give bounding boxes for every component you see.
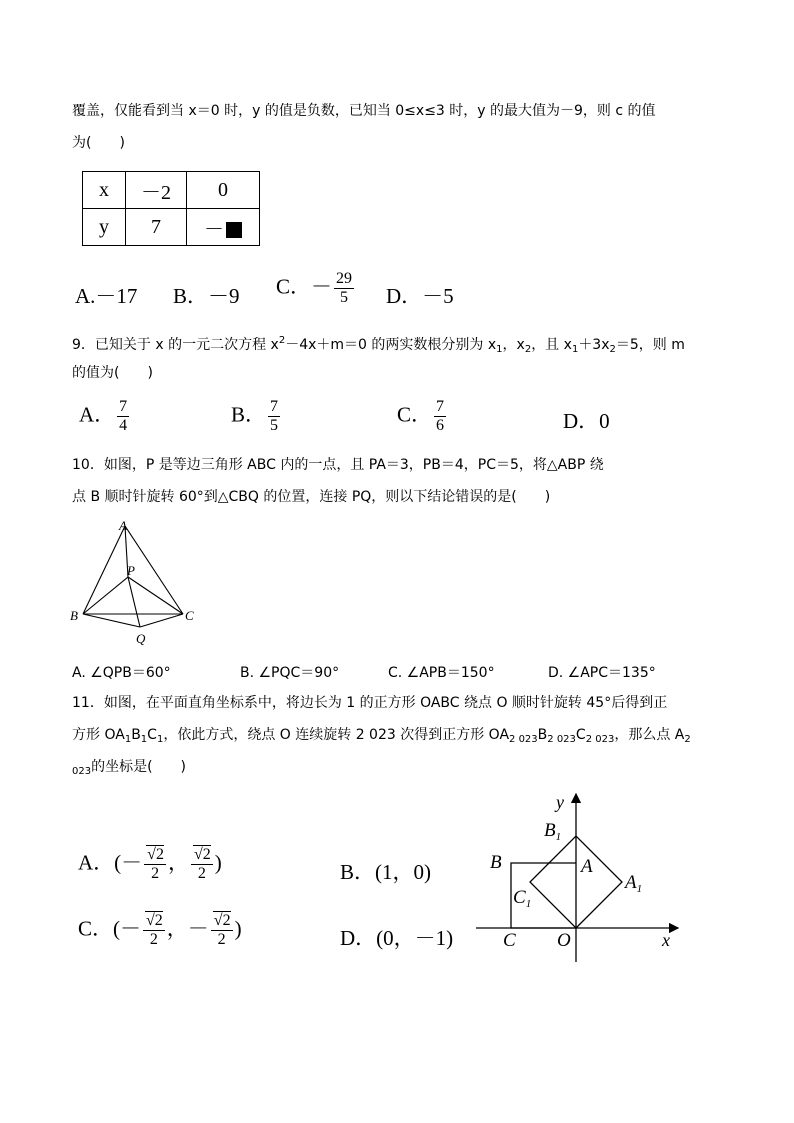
table-cell: y (83, 209, 126, 246)
label-y: y (556, 792, 564, 812)
q8-option-b: B．－9 (173, 284, 240, 308)
segment-pb (83, 577, 128, 614)
label-b: B (70, 608, 78, 623)
q8-option-d: D．－5 (386, 284, 454, 308)
label-a: A (119, 518, 127, 533)
q11-option-b: B．(1，0) (340, 860, 431, 884)
q9-text-line1: 9．已知关于 x 的一元二次方程 $x^2-4x+m=0$ 的两实数根分别为 $x_1$，$x_2$，且 $x_1+3x_2=5$，则 m (72, 335, 685, 355)
table-cell-hidden: － (187, 209, 260, 246)
q11-option-a: A．(－ $\frac{√2}{2}$ ， $\frac{√2}{2}$ ) (78, 846, 222, 882)
q8-value-table (82, 171, 260, 246)
q11-coordinate-figure (470, 786, 690, 964)
q10-text-line2: 点 B 顺时针旋转 60°到△CBQ 的位置，连接 PQ，则以下结论错误的是( ) (72, 489, 551, 505)
segment-bq (83, 614, 140, 627)
label-q: Q (136, 631, 146, 646)
q10-option-c: C. ∠APB＝150° (388, 665, 495, 681)
q9-option-c: C． $\frac{7}{6}$ (397, 398, 445, 434)
table-cell: x (83, 172, 126, 209)
q10-option-d: D. ∠APC＝135° (548, 665, 656, 681)
label-o: O (557, 930, 571, 951)
table-cell: 0 (187, 172, 260, 209)
q11-option-c: C．(－ $\frac{√2}{2}$ ，－ $\frac{√2}{2}$ ) (78, 912, 242, 948)
label-p: P (127, 563, 135, 578)
q11-text-line3: $_{023}$的坐标是( ) (72, 759, 187, 777)
q8-text-line1: 覆盖，仅能看到当 x＝0 时，y 的值是负数，已知当 0≤x≤3 时，y 的最大值为－9，则 c 的值 (72, 103, 656, 119)
table-row-y (83, 209, 260, 246)
label-b1: $B_1$ (544, 820, 562, 843)
q10-option-b: B. ∠PQC＝90° (240, 665, 340, 681)
black-square-icon (226, 222, 242, 238)
label-c: C (503, 930, 516, 951)
q9-option-b: B． $\frac{7}{5}$ (231, 398, 279, 434)
q8-text-line2: 为( ) (72, 135, 125, 151)
q9-option-a: A． $\frac{7}{4}$ (79, 398, 128, 434)
segment-cq (140, 614, 183, 627)
label-c: C (185, 608, 194, 623)
table-cell: －2 (126, 172, 187, 209)
q10-text-line1: 10．如图，P 是等边三角形 ABC 内的一点，且 PA＝3，PB＝4，PC＝5，将△ABP 绕 (72, 457, 604, 473)
label-x: x (662, 930, 670, 950)
q11-option-d: D．(0，－1) (340, 926, 454, 950)
edge-ab (83, 526, 125, 614)
label-a: A (581, 856, 593, 877)
q9-option-d: D．0 (563, 409, 610, 433)
label-c1: $C_1$ (513, 887, 532, 910)
q9-text-line2: 的值为( ) (72, 365, 153, 381)
label-b: B (490, 852, 502, 873)
q10-triangle-figure (66, 516, 206, 648)
table-row-x (83, 172, 260, 209)
label-a1: $A_1$ (625, 872, 643, 895)
q11-text-line2: 方形 $OA_1B_1C_1$，依此方式，绕点 O 连续旋转 2 023 次得到正方形 $OA_{2 023}B_{2 023}C_{2 023}$，那么点 $A_2$ (72, 727, 691, 745)
segment-pc (128, 577, 183, 614)
q8-option-a: A.－17 (75, 284, 138, 308)
table-cell: 7 (126, 209, 187, 246)
q8-option-c: C．－ $\frac{29}{5}$ (276, 270, 353, 306)
q11-text-line1: 11．如图，在平面直角坐标系中，将边长为 1 的正方形 OABC 绕点 O 顺时针旋转 45°后得到正 (72, 695, 668, 711)
q10-option-a: A. ∠QPB＝60° (72, 665, 171, 681)
